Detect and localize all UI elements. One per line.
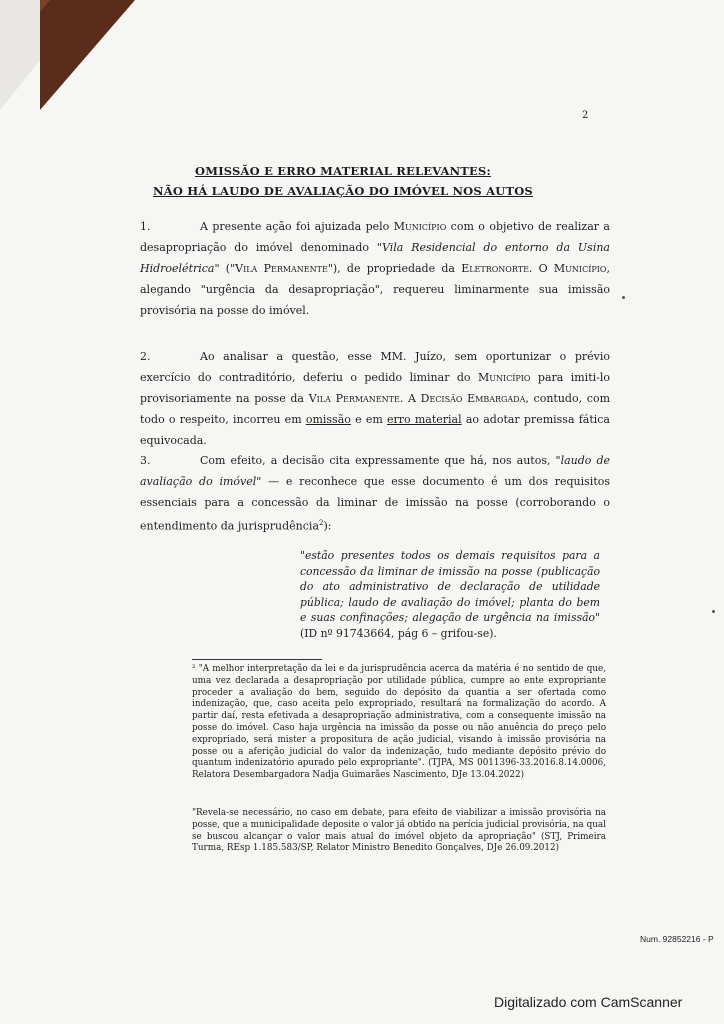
section-heading-line2: NÃO HÁ LAUDO DE AVALIAÇÃO DO IMÓVEL NOS AUTOS: [153, 184, 533, 198]
block-quote: "estão presentes todos os demais requisitos para a concessão da liminar de imissão na posse (publicação do ato administrativo de declaração de utilidade pública; laudo de avaliação do imóvel; planta do bem e suas confinações; alegação de urgência na imissão" (ID nº 91743664, pág 6 – grifou-se).: [300, 549, 600, 640]
page-number: 2: [582, 110, 589, 121]
footnote-2: ² "A melhor interpretação da lei e da jurisprudência acerca da matéria é no sentido de que, uma vez declarada a desapropriação por utilidade pública, cumpre ao ente expropriante proceder a avaliação do bem, seguido do depósito da quantia a ser ofertada como indenização, que, caso aceita pelo expropriado, resultará na formalização do acordo. A partir daí, resta efetivada a desapropriação administrativa, com a consequente imissão na posse do imóvel. Caso haja urgência na imissão da posse ou não anuência do preço pelo expropriado, será mister a propositura de ação judicial, visando à imissão provisória na posse ou a aferição judicial do valor da indenização, tudo mediante depósito prévio do quantum indenizatório apurado pelo expropriante". (TJPA, MS 0011396-33.2016.8.14.0006, Relatora Desembargadora Nadja Guimarães Nascimento, DJe 13.04.2022): [192, 664, 606, 781]
scan-speck: [622, 296, 625, 299]
paragraph-3: 3. Com efeito, a decisão cita expressamente que há, nos autos, "laudo de avaliação do imóvel" — e reconhece que esse documento é um dos requisitos essenciais para a concessão da liminar de imissão na posse (corroborando o entendimento da jurisprudência$^2$):: [140, 450, 610, 537]
document-stamp: Num. 92852216 - P: [640, 934, 714, 944]
paragraph-number: 2.: [140, 350, 151, 363]
scanner-watermark: Digitalizado com CamScanner: [494, 994, 683, 1010]
footnote-2-continued: "Revela-se necessário, no caso em debate, para efeito de viabilizar a imissão provisória na posse, que a municipalidade deposite o valor já obtido na perícia judicial provisória, na qual se buscou alcançar o valor mais atual do imóvel objeto da apropriação" (STJ, Primeira Turma, REsp 1.185.583/SP, Relator Ministro Benedito Gonçalves, DJe 26.09.2012): [192, 808, 606, 854]
footnote-divider: [192, 659, 322, 660]
scan-speck: [712, 610, 715, 613]
section-heading-line1: OMISSÃO E ERRO MATERIAL RELEVANTES:: [195, 164, 491, 178]
document-page: [42, 0, 724, 1024]
paragraph-2: 2. Ao analisar a questão, esse MM. Juízo, sem oportunizar o prévio exercício do contraditório, deferiu o pedido liminar do Município para imiti-lo provisoriamente na posse da Vila Permanente. A Decisão Embargada, contudo, com todo o respeito, incorreu em omissão e em erro material ao adotar premissa fática equivocada.: [140, 346, 610, 451]
paragraph-number: 1.: [140, 220, 151, 233]
paragraph-1: 1. A presente ação foi ajuizada pelo Município com o objetivo de realizar a desapropriação do imóvel denominado "Vila Residencial do entorno da Usina Hidroelétrica" ("Vila Permanente"), de propriedade da Eletronorte. O Município, alegando "urgência da desapropriação", requereu liminarmente sua imissão provisória na posse do imóvel.: [140, 216, 610, 321]
paragraph-number: 3.: [140, 454, 151, 467]
